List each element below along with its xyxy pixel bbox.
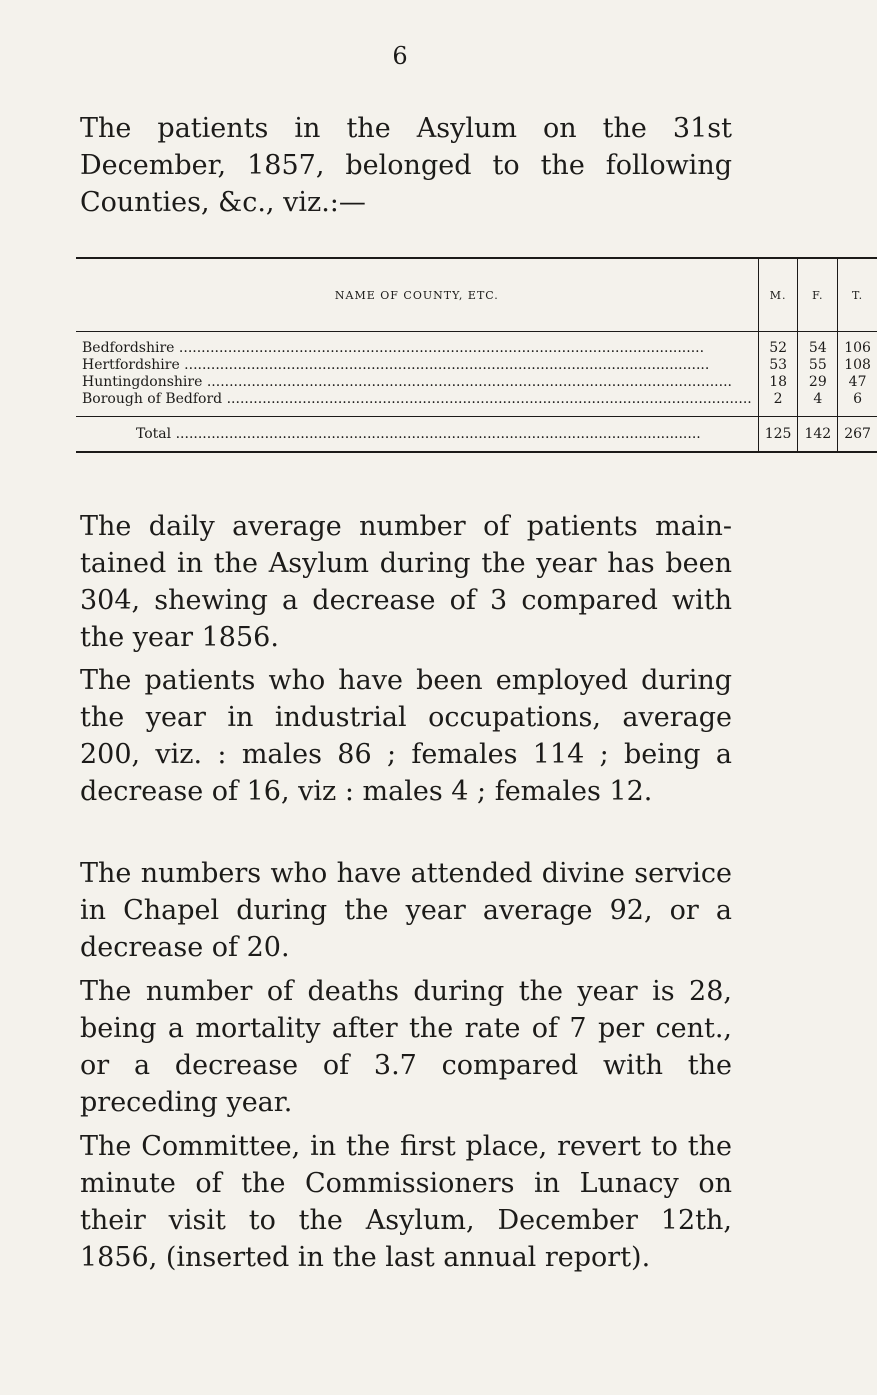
total-females: 142 [798, 417, 838, 453]
total-cell: 108 [838, 357, 877, 374]
header-total: T. [838, 258, 877, 332]
females-cell: 4 [798, 391, 838, 417]
county-table [76, 257, 877, 453]
paragraph-deaths: The number of deaths during the year is 28, being a mortality after the rate of 7 per cent., or a decrease of 3.7 compared with the preceding year. [80, 976, 732, 1118]
females-cell: 29 [798, 374, 838, 391]
header-name: NAME OF COUNTY, ETC. [76, 258, 758, 332]
header-females: F. [798, 258, 838, 332]
total-males: 125 [758, 417, 798, 453]
males-cell: 53 [758, 357, 798, 374]
females-cell: 54 [798, 332, 838, 358]
total-row [76, 417, 877, 453]
county-name: Borough of Bedford ..... [76, 391, 758, 417]
total-cell: 6 [838, 391, 877, 417]
total-label: Total ..... [76, 417, 758, 453]
total-cell: 106 [838, 332, 877, 358]
paragraph-divine-service: The numbers who have attended divine service in Chapel during the year average 92, or a decrease of 20. [80, 858, 732, 963]
table-row [76, 391, 877, 417]
county-name: Bedfordshire ..... [76, 332, 758, 358]
county-name: Huntingdonshire ..... [76, 374, 758, 391]
header-males: M. [758, 258, 798, 332]
table-row [76, 332, 877, 358]
page-number: 6 [392, 42, 408, 70]
table-row [76, 357, 877, 374]
paragraph-daily-average: The daily average number of patients maintained in the Asylum during the year has been 304, shewing a decrease of 3 compared with the year 1856. [80, 511, 732, 653]
paragraph-committee: The Committee, in the first place, revert to the minute of the Commissioners in Lunacy on their visit to the Asylum, December 12th, 1856, (inserted in the last annual report). [80, 1131, 732, 1273]
total-all: 267 [838, 417, 877, 453]
intro-paragraph: The patients in the Asylum on the 31st December, 1857, belonged to the following Counties, &c., viz.:— [80, 113, 732, 218]
females-cell: 55 [798, 357, 838, 374]
county-name: Hertfordshire ..... [76, 357, 758, 374]
males-cell: 18 [758, 374, 798, 391]
males-cell: 52 [758, 332, 798, 358]
table-header-row [76, 258, 877, 332]
table-row [76, 374, 877, 391]
total-cell: 47 [838, 374, 877, 391]
paragraph-employment: The patients who have been employed during the year in industrial occupations, average 200, viz. : males 86 ; females 114 ; being a decrease of 16, viz : males 4 ; females 12. [80, 665, 732, 807]
males-cell: 2 [758, 391, 798, 417]
